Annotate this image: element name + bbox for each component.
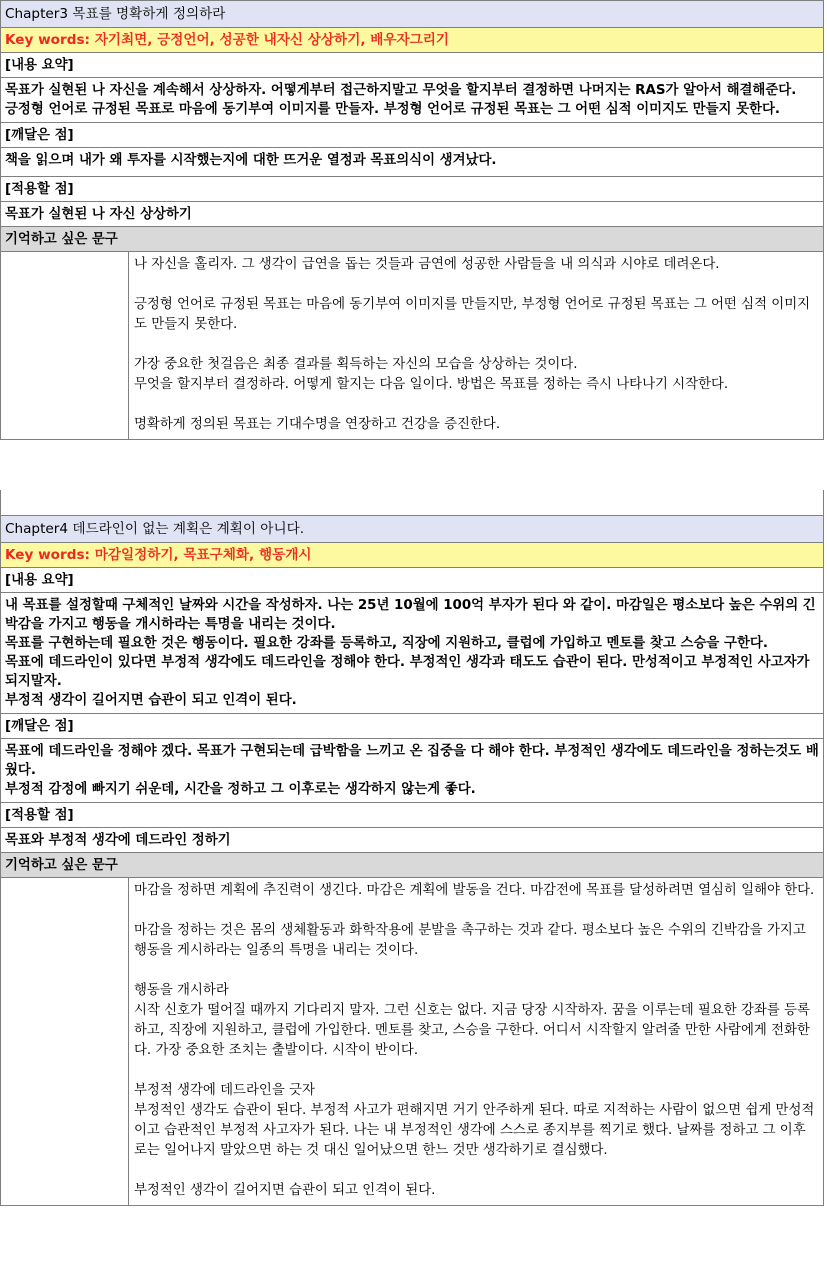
memo-line: 마감을 정하면 계획에 추진력이 생긴다. 마감은 계획에 발동을 건다. 마감전에 목표를 달성하려면 열심히 일해야 한다.: [134, 883, 815, 898]
apply-text: 목표가 실현된 나 자신 상상하기: [1, 202, 823, 227]
insight-line: 책을 읽으며 내가 왜 투자를 시작했는지에 대한 뜨거운 열정과 목표의식이 생겨났다.: [5, 153, 497, 168]
summary-text: [1, 593, 823, 714]
summary-line: 부정적 생각이 길어지면 습관이 되고 인격이 된다.: [5, 693, 297, 708]
blank-row: [0, 490, 824, 515]
insight-text: [1, 739, 823, 803]
apply-header: [적용할 점]: [1, 803, 823, 828]
memo-line: 무엇을 할지부터 결정하라. 어떻게 할지는 다음 일이다. 방법은 목표를 정하는 즉시 나타나기 시작한다.: [134, 377, 729, 392]
memo-line: 명확하게 정의된 목표는 기대수명을 연장하고 건강을 증진한다.: [134, 417, 501, 432]
summary-line: 목표를 구현하는데 필요한 것은 행동이다. 필요한 강좌를 등록하고, 직장에 지원하고, 클럽에 가입하고 멘토를 찾고 스승을 구한다.: [5, 636, 768, 651]
apply-text: 목표와 부정적 생각에 데드라인 정하기: [1, 828, 823, 853]
memo-line: 긍정형 언어로 규정된 목표는 마음에 동기부여 이미지를 만들지만, 부정형 언어로 규정된 목표는 그 어떤 심적 이미지도 만들지 못한다.: [134, 297, 811, 332]
keywords-row: Key words: 자기최면, 긍정언어, 성공한 내자신 상상하기, 배우자그리기: [1, 28, 823, 53]
chapter-4-block: [0, 515, 824, 1206]
keywords-row: Key words: 마감일정하기, 목표구체화, 행동개시: [1, 543, 823, 568]
memo-left-cell: [1, 252, 129, 439]
memo-line: 부정적 생각에 데드라인을 긋자: [134, 1083, 315, 1098]
apply-header: [적용할 점]: [1, 177, 823, 202]
summary-line: 목표에 데드라인이 있다면 부정적 생각에도 데드라인을 정해야 한다. 부정적인 생각과 태도도 습관이 된다. 만성적이고 부정적인 사고자가 되지말자.: [5, 655, 810, 689]
chapter-title: Chapter3 목표를 명확하게 정의하라: [1, 1, 823, 28]
chapter-title: Chapter4 데드라인이 없는 계획은 계획이 아니다.: [1, 516, 823, 543]
insight-line: 목표에 데드라인을 정해야 겠다. 목표가 구현되는데 급박함을 느끼고 온 집중을 다 해야 한다. 부정적인 생각에도 데드라인을 정하는것도 배웠다.: [5, 744, 819, 778]
insight-line: 부정적 감정에 빠지기 쉬운데, 시간을 정하고 그 이후로는 생각하지 않는게 좋다.: [5, 782, 476, 797]
memo-row: [1, 878, 823, 1205]
memo-line: 행동을 개시하라: [134, 983, 229, 998]
summary-line: 내 목표를 설정할때 구체적인 날짜와 시간을 작성하자. 나는 25년 10월에 100억 부자가 된다 와 같이. 마감일은 평소보다 높은 수위의 긴박감을 가지고 행동을 개시하라는 특명을 내리는 것이다.: [5, 598, 816, 632]
memo-header: 기억하고 싶은 문구: [1, 853, 823, 878]
memo-line: 부정적인 생각도 습관이 된다. 부정적 사고가 편해지면 거기 안주하게 된다. 따로 지적하는 사람이 없으면 쉽게 만성적이고 습관적인 부정적 사고자가 된다. 나는 내 부정적인 생각에 스스로 종지부를 찍기로 했다. 날짜를 정하고 그 이후로는 일어나지 말았으면 하는 것 대신 일어났으면 한느 것만 생각하기로 결심했다.: [134, 1103, 815, 1158]
summary-line: 긍정형 언어로 규정된 목표로 마음에 동기부여 이미지를 만들자. 부정형 언어로 규정된 목표는 그 어떤 심적 이미지도 만들지 못한다.: [5, 102, 780, 117]
memo-row: [1, 252, 823, 439]
memo-line: 나 자신을 홀리자. 그 생각이 급연을 돕는 것들과 금연에 성공한 사람들을 내 의식과 시야로 데려온다.: [134, 257, 720, 272]
memo-left-cell: [1, 878, 129, 1205]
memo-line: 마감을 정하는 것은 몸의 생체활동과 화학작용에 분발을 촉구하는 것과 같다. 평소보다 높은 수위의 긴박감을 가지고 행동을 게시하라는 일종의 특명을 내리는 것이다.: [134, 923, 806, 958]
insight-text: [1, 148, 823, 177]
summary-header: [내용 요약]: [1, 568, 823, 593]
insight-header: [깨달은 점]: [1, 714, 823, 739]
summary-text: [1, 78, 823, 123]
memo-header: 기억하고 싶은 문구: [1, 227, 823, 252]
memo-text: [129, 878, 823, 1205]
summary-line: 목표가 실현된 나 자신을 계속해서 상상하자. 어떻게부터 접근하지말고 무엇을 할지부터 결정하면 나머지는 RAS가 알아서 해결해준다.: [5, 83, 797, 98]
memo-line: 가장 중요한 첫걸음은 최종 결과를 획득하는 자신의 모습을 상상하는 것이다.: [134, 357, 578, 372]
insight-header: [깨달은 점]: [1, 123, 823, 148]
memo-line: 부정적인 생각이 길어지면 습관이 되고 인격이 된다.: [134, 1183, 436, 1198]
chapter-3-block: [0, 0, 824, 440]
memo-line: 시작 신호가 떨어질 때까지 기다리지 말자. 그런 신호는 없다. 지금 당장 시작하자. 꿈을 이루는데 필요한 강좌를 등록하고, 직장에 지원하고, 클럽에 가입한다. 멘토를 찾고, 스승을 구한다. 어디서 시작할지 알려줄 만한 사람에게 전화한다. 가장 중요한 조치는 출발이다. 시작이 반이다.: [134, 1003, 810, 1058]
memo-text: [129, 252, 823, 439]
summary-header: [내용 요약]: [1, 53, 823, 78]
